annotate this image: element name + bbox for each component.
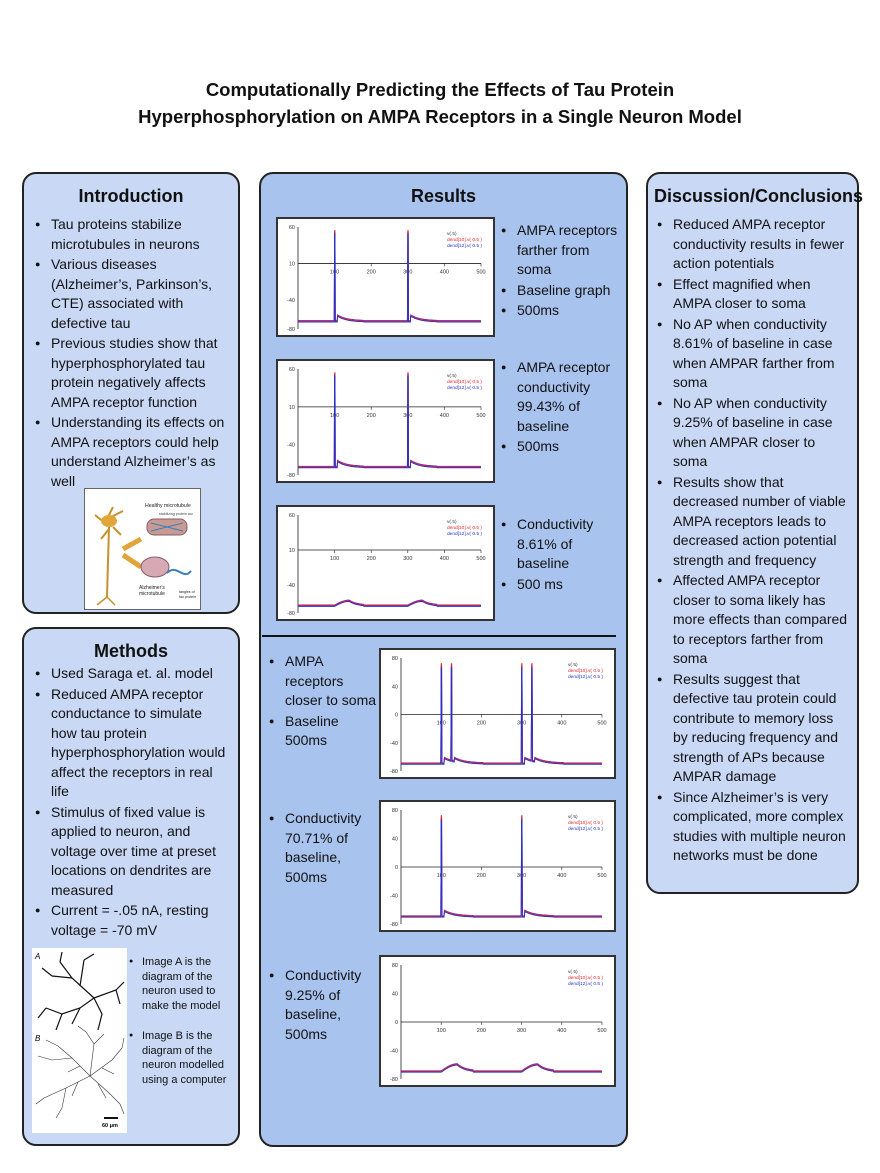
x-tick-label: 300	[517, 1028, 527, 1034]
graph-5	[379, 800, 616, 932]
y-tick-label: -80	[287, 611, 295, 617]
list-item: ● Various diseases (Alzheimer’s, Parkinson’s, CTE) associated with defective tau	[32, 255, 230, 333]
methods-list	[32, 664, 230, 940]
y-tick-label: 60	[288, 225, 295, 231]
graph-6	[379, 955, 616, 1087]
list-item: ● Used Saraga et. al. model	[32, 664, 230, 684]
y-tick-label: 80	[391, 963, 398, 969]
x-tick-label: 200	[476, 873, 486, 879]
graph-4	[379, 648, 616, 779]
x-tick-label: 400	[439, 556, 449, 562]
y-tick-label: 40	[391, 684, 398, 691]
list-item: ● Understanding its effects on AMPA receptors could help understand Alzheimer’s as well	[32, 413, 230, 491]
x-tick-label: 200	[476, 1028, 486, 1034]
list-item: ● 500ms	[498, 301, 622, 321]
y-tick-label: -40	[390, 740, 398, 747]
graph-2-svg	[278, 361, 493, 481]
graph-1	[276, 217, 495, 337]
image-a-note: ● Image A is the diagram of the neuron used to make the model	[128, 955, 234, 1013]
discussion-heading: Discussion/Conclusions	[654, 186, 864, 206]
x-tick-label: 100	[436, 1028, 446, 1034]
results-list-3	[498, 515, 622, 595]
results-list-1	[498, 221, 622, 322]
x-tick-label: 200	[476, 720, 486, 727]
list-item: ● Results suggest that defective tau protein could contribute to memory loss by reducing frequency and strength of APs because AMPAR damage	[654, 670, 851, 787]
y-tick-label: -80	[287, 327, 295, 333]
x-tick-label: 300	[403, 556, 413, 562]
list-item: ● No AP when conductivity 8.61% of baseline in case when AMPAR farther from soma	[654, 315, 851, 393]
trace-dend12	[401, 668, 602, 765]
y-tick-label: -40	[287, 583, 295, 589]
y-tick-label: -40	[287, 442, 295, 449]
fig-label-alz-2: microtubule	[139, 591, 165, 597]
list-item: ● Previous studies show that hyperphosphorylated tau protein negatively affects AMPA receptor function	[32, 334, 230, 412]
list-item: ● Reduced AMPA receptor conductivity results in fewer action potentials	[654, 215, 851, 274]
list-item: ● Conductivity 70.71% of baseline, 500ms	[266, 809, 374, 887]
x-tick-label: 500	[597, 720, 607, 727]
y-tick-label: -80	[390, 769, 398, 775]
y-tick-label: 10	[288, 548, 295, 554]
x-tick-label: 200	[366, 269, 376, 276]
y-tick-label: 40	[391, 836, 398, 843]
x-tick-label: 400	[557, 1028, 567, 1034]
legend-entry: v(.5)	[568, 815, 578, 820]
results-list-4	[266, 652, 378, 752]
list-item: ● Stimulus of fixed value is applied to neuron, and voltage over time at preset locations on dendrites are measured	[32, 803, 230, 901]
legend-entry: dend[12].v( 0.5 )	[447, 386, 482, 391]
y-tick-label: 60	[288, 367, 295, 373]
y-tick-label: -40	[390, 1048, 398, 1055]
y-tick-label: 10	[288, 404, 295, 411]
neuron-b-icon	[36, 1026, 124, 1118]
results-list-2	[498, 358, 622, 458]
tau-tangle-icon	[167, 570, 191, 574]
list-item: ● 500ms	[498, 437, 622, 457]
introduction-heading: Introduction	[78, 186, 184, 206]
results-list-5	[266, 809, 374, 888]
graph-3	[276, 505, 495, 621]
x-tick-label: 500	[597, 1028, 607, 1034]
x-tick-label: 200	[366, 556, 376, 562]
list-item: ● Reduced AMPA receptor conductance to simulate how tau protein hyperphosphorylation would affect the receptors in real life	[32, 685, 230, 802]
fig-label-healthy: Healthy microtubule	[145, 503, 191, 509]
x-tick-label: 500	[476, 269, 486, 276]
legend-entry: dend[12].v( 0.5 )	[568, 982, 603, 987]
y-tick-label: -40	[287, 297, 295, 304]
trace-soma	[401, 1064, 602, 1071]
results-heading: Results	[410, 186, 477, 206]
discussion-list	[654, 215, 851, 866]
list-item: ● AMPA receptors closer to soma	[266, 652, 378, 711]
poster-title	[0, 76, 880, 130]
image-b-label: B	[35, 1034, 41, 1043]
alzheimer-microtubule-icon	[141, 557, 169, 577]
list-item: ● AMPA receptor conductivity 99.43% of baseline	[498, 358, 622, 436]
y-tick-label: 0	[394, 865, 398, 871]
y-tick-label: 0	[394, 712, 398, 719]
x-tick-label: 400	[557, 720, 567, 727]
title-line-2: Hyperphosphorylation on AMPA Receptors in a Single Neuron Model	[138, 106, 742, 127]
x-tick-label: 400	[557, 873, 567, 879]
y-tick-label: -80	[287, 473, 295, 479]
legend-entry: v(.5)	[447, 520, 457, 525]
x-tick-label: 500	[476, 556, 486, 562]
legend-entry: dend[10].v( 0.5 )	[447, 238, 482, 243]
legend-entry: dend[10].v( 0.5 )	[568, 976, 603, 981]
legend-entry: dend[10].v( 0.5 )	[568, 669, 603, 674]
scale-label: 60 μm	[102, 1123, 118, 1129]
x-tick-label: 300	[517, 873, 527, 879]
results-list-6	[266, 966, 374, 1045]
legend-entry: dend[10].v( 0.5 )	[447, 380, 482, 385]
fig-label-alz-1: Alzheimer’s	[139, 585, 165, 591]
legend-entry: dend[12].v( 0.5 )	[447, 532, 482, 537]
y-tick-label: -40	[390, 893, 398, 900]
title-line-1: Computationally Predicting the Effects of Tau Protein	[205, 79, 675, 100]
trace-soma	[298, 600, 481, 605]
fig-label-stabilizing: stabilizing protein tau	[159, 512, 193, 516]
introduction-list	[32, 215, 230, 491]
neuron-body-icon	[101, 515, 117, 527]
y-tick-label: 80	[391, 808, 398, 814]
list-item: ● 500 ms	[498, 575, 622, 595]
list-item: ● Current = -.05 nA, resting voltage = -70 mV	[32, 901, 230, 940]
list-item: ● Tau proteins stabilize microtubules in neurons	[32, 215, 230, 254]
legend-entry: dend[10].v( 0.5 )	[447, 526, 482, 531]
x-tick-label: 300	[403, 412, 413, 419]
x-tick-label: 400	[439, 412, 449, 419]
graph-3-svg	[278, 507, 493, 619]
list-item: ● AMPA receptors farther from soma	[498, 221, 622, 280]
discussion-panel	[646, 172, 864, 894]
y-tick-label: 80	[391, 656, 398, 662]
list-item: ● No AP when conductivity 9.25% of baseline in case when AMPAR closer to soma	[654, 394, 851, 472]
x-tick-label: 100	[330, 269, 340, 276]
graph-5-svg	[381, 802, 614, 930]
x-tick-label: 500	[476, 412, 486, 419]
x-tick-label: 100	[436, 873, 446, 879]
list-item: ● Conductivity 8.61% of baseline	[498, 515, 622, 574]
fig-label-tangles-2: tau protein	[179, 595, 196, 599]
neuron-diagrams	[32, 948, 127, 1133]
y-tick-label: 40	[391, 991, 398, 998]
legend-entry: v(.5)	[568, 663, 578, 668]
list-item: ● Affected AMPA receptor closer to soma likely has more effects than compared to receptors farther from soma	[654, 571, 851, 669]
legend-entry: dend[12].v( 0.5 )	[568, 675, 603, 680]
x-tick-label: 400	[439, 269, 449, 276]
y-tick-label: -80	[390, 1077, 398, 1083]
x-tick-label: 100	[330, 412, 340, 419]
list-item: ● Effect magnified when AMPA closer to soma	[654, 275, 851, 314]
x-tick-label: 200	[366, 412, 376, 419]
graph-4-svg	[381, 650, 614, 777]
x-tick-label: 100	[330, 556, 340, 562]
list-item: ● Baseline 500ms	[266, 712, 378, 751]
image-a-label: A	[35, 952, 41, 961]
x-tick-label: 500	[597, 873, 607, 879]
legend-entry: dend[12].v( 0.5 )	[568, 827, 603, 832]
x-tick-label: 100	[436, 720, 446, 727]
y-tick-label: 60	[288, 513, 295, 519]
list-item: ● Baseline graph	[498, 281, 622, 301]
legend-entry: dend[12].v( 0.5 )	[447, 244, 482, 249]
x-tick-label: 300	[403, 269, 413, 276]
graph-1-svg	[278, 219, 493, 335]
fig-label-tangles-1: tangles of	[179, 590, 195, 594]
list-item: ● Since Alzheimer’s is very complicated, more complex studies with multiple neuron networks must be done	[654, 788, 851, 866]
neuron-a-icon	[38, 952, 124, 1030]
graph-6-svg	[381, 957, 614, 1085]
x-tick-label: 300	[517, 720, 527, 727]
graph-2	[276, 359, 495, 483]
results-divider	[262, 635, 616, 637]
image-notes	[128, 955, 234, 1088]
list-item: ● Results show that decreased number of viable AMPA receptors leads to decreased action potential strength and frequency	[654, 473, 851, 571]
legend-entry: v(.5)	[568, 970, 578, 975]
tau-microtubule-figure	[84, 488, 201, 610]
y-tick-label: -80	[390, 922, 398, 928]
trace-dend12	[401, 820, 602, 917]
legend-entry: v(.5)	[447, 374, 457, 379]
y-tick-label: 10	[288, 261, 295, 268]
methods-heading: Methods	[94, 641, 168, 661]
y-tick-label: 0	[394, 1020, 398, 1026]
list-item: ● Conductivity 9.25% of baseline, 500ms	[266, 966, 374, 1044]
legend-entry: dend[10].v( 0.5 )	[568, 821, 603, 826]
image-b-note: ● Image B is the diagram of the neuron modelled using a computer	[128, 1029, 234, 1087]
legend-entry: v(.5)	[447, 232, 457, 237]
